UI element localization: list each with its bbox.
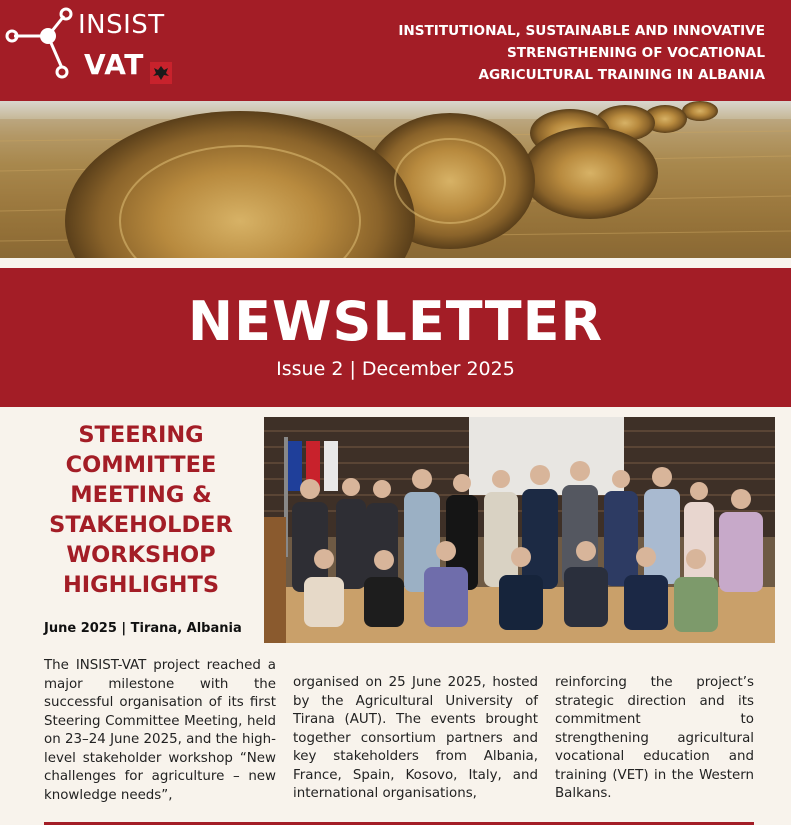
article-body-column-1: The INSIST-VAT project reached a major milestone with the successful organisation of its first Steering Committee Meeting, held on 23–24 June 2025, and the high-level stakeholder workshop “New challenges for agriculture – new knowledge needs”, [44,658,276,803]
article-title-line: COMMITTEE [65,452,217,478]
article-dateline: June 2025 | Tirana, Albania [44,621,242,636]
project-tagline [295,20,765,86]
spacer [0,258,791,268]
network-nodes-icon [4,6,84,86]
article-body-column-2: organised on 25 June 2025, hosted by the Agricultural University of Tirana (AUT). The events brought together consortium partners and key stakeholders from Albania, France, Spain, Kosovo, Italy, and international organisations, [293,675,538,801]
header-bar [0,0,791,101]
insist-vat-logo[interactable] [4,6,184,86]
newsletter-title: NEWSLETTER [187,290,604,353]
albanian-eagle-icon [150,62,172,84]
article-title-line: STAKEHOLDER [49,512,233,538]
article-title-line: HIGHLIGHTS [62,572,220,598]
hay-bales-field-image [0,101,791,258]
article-title-line: WORKSHOP [66,542,216,568]
tagline-line-3: AGRICULTURAL TRAINING IN ALBANIA [478,67,765,83]
article-title [22,420,260,600]
article-title-line: STEERING [78,422,204,448]
logo-text-insist: INSIST [78,10,165,40]
group-photo-image [264,417,775,643]
newsletter-title-band [0,268,791,407]
tagline-line-1: INSTITUTIONAL, SUSTAINABLE AND INNOVATIVE [398,23,765,39]
article-body-column-3: reinforcing the project’s strategic direction and its commitment to strengthening agricultural vocational education and training (VET) in the Western Balkans. [555,675,754,801]
logo-text-vat: VAT [84,48,144,81]
issue-info: Issue 2 | December 2025 [276,358,515,380]
article-title-line: MEETING & [70,482,212,508]
tagline-line-2: STRENGTHENING OF VOCATIONAL [506,45,765,61]
